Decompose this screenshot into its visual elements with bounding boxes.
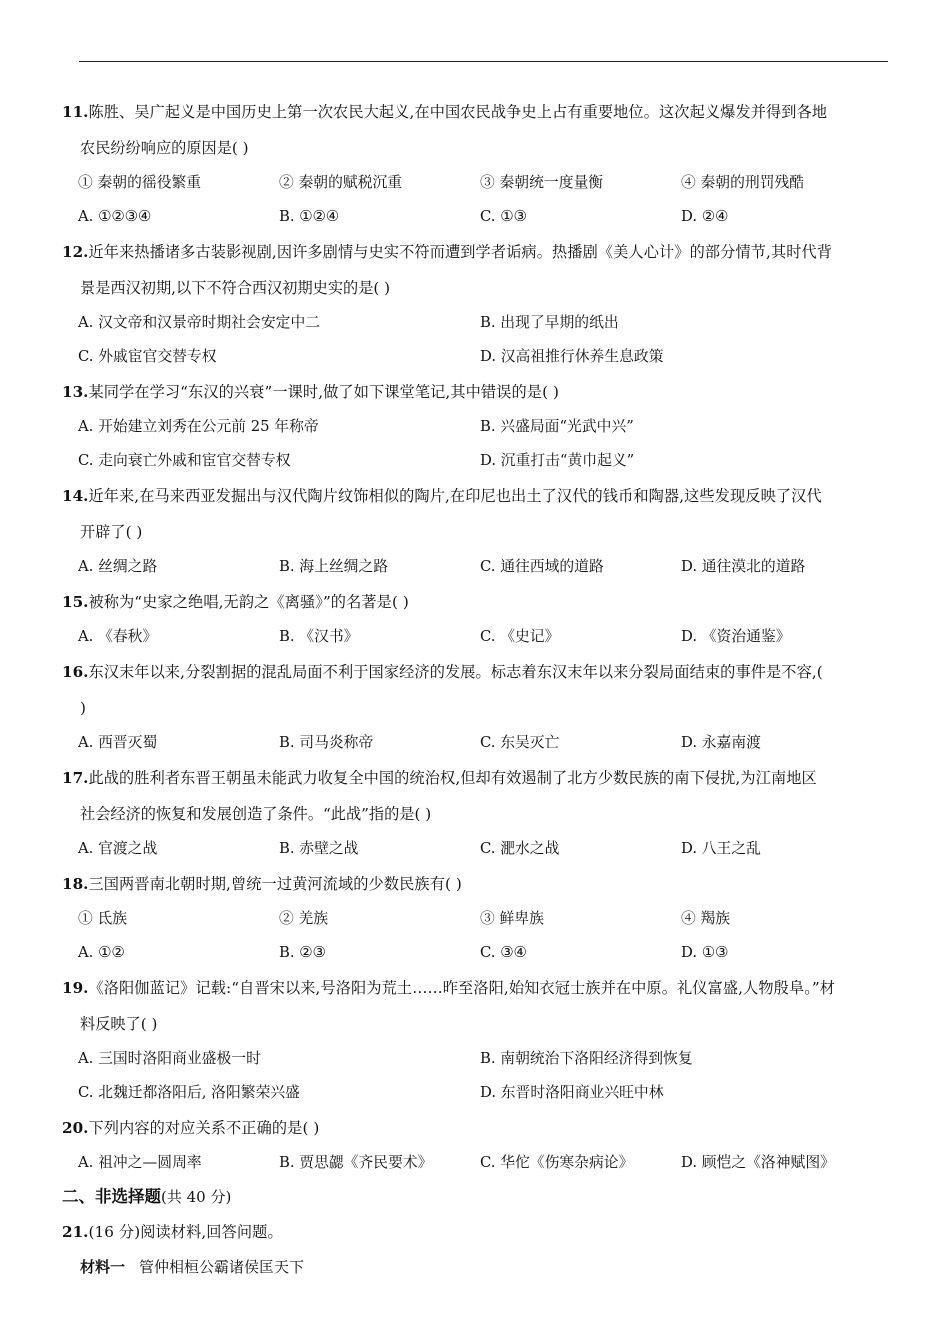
question-stem: 16.东汉末年以来,分裂割据的混乱局面不利于国家经济的发展。标志着东汉末年以来分裂局面结束的事件是不容,( ) — [62, 663, 823, 717]
option-row — [62, 620, 888, 654]
question-stem: 12.近年来热播诸多古装影视剧,因许多剧情与史实不符而遭到学者诟病。热播剧《美人心计》的部分情节,其时代背 景是西汉初期,以下不符合西汉初期史实的是( ) — [62, 243, 833, 297]
option[interactable]: ② 羌族 — [279, 910, 329, 927]
option[interactable]: C. ③④ — [480, 944, 527, 961]
option[interactable]: ① 氐族 — [78, 910, 128, 927]
option[interactable]: B. 《汉书》 — [279, 628, 359, 645]
question-number: 11. — [62, 103, 89, 121]
option-row — [62, 306, 888, 340]
option[interactable]: C. 华佗《伤寒杂病论》 — [480, 1154, 634, 1171]
option[interactable]: ① 秦朝的徭役繁重 — [78, 174, 202, 191]
question-block — [62, 584, 888, 654]
option[interactable]: D. 沉重打击“黄巾起义” — [480, 452, 635, 469]
question-stem: 20.下列内容的对应关系不正确的是( ) — [62, 1119, 320, 1137]
question-stem: 15.被称为“史家之绝唱,无韵之《离骚》”的名著是( ) — [62, 593, 409, 611]
option[interactable]: D. 八王之乱 — [681, 840, 761, 857]
question-number: 15. — [62, 593, 89, 611]
question-block — [62, 234, 888, 374]
option[interactable]: A. 《春秋》 — [78, 628, 158, 645]
option[interactable]: C. 淝水之战 — [480, 840, 560, 857]
section-heading: 二、非选择题(共 40 分) — [62, 1187, 232, 1206]
option[interactable]: ② 秦朝的赋税沉重 — [279, 174, 403, 191]
question-stem: 19.《洛阳伽蓝记》记载:“自晋宋以来,号洛阳为荒土……昨至洛阳,始知衣冠士族并在中原。礼仪富盛,人物殷阜。”材 料反映了( ) — [62, 979, 836, 1033]
option[interactable]: C. ①③ — [480, 208, 527, 225]
option[interactable]: B. 司马炎称帝 — [279, 734, 374, 751]
option[interactable]: B. 贾思勰《齐民要术》 — [279, 1154, 433, 1171]
question-block — [62, 94, 888, 234]
option[interactable]: ③ 秦朝统一度量衡 — [480, 174, 604, 191]
option[interactable]: D. 《资治通鉴》 — [681, 628, 791, 645]
option[interactable]: C. 通往西域的道路 — [480, 558, 604, 575]
option[interactable]: A. 三国时洛阳商业盛极一时 — [78, 1050, 261, 1067]
option[interactable]: C. 走向衰亡外戚和宦官交替专权 — [78, 452, 291, 469]
option[interactable]: C. 东吴灭亡 — [480, 734, 560, 751]
header-rule — [79, 61, 888, 62]
option[interactable]: ③ 鲜卑族 — [480, 910, 544, 927]
option[interactable]: ④ 羯族 — [681, 910, 731, 927]
option[interactable]: D. ①③ — [681, 944, 729, 961]
option[interactable]: ④ 秦朝的刑罚残酷 — [681, 174, 805, 191]
option[interactable]: D. 东晋时洛阳商业兴旺中林 — [480, 1084, 664, 1101]
option[interactable]: B. 出现了早期的纸出 — [480, 314, 619, 331]
question-stem: 21.(16 分)阅读材料,回答问题。 — [62, 1223, 283, 1241]
material-label: 材料一 — [80, 1258, 126, 1276]
option-row — [62, 1042, 888, 1076]
material-line — [62, 1250, 888, 1284]
option[interactable]: D. ②④ — [681, 208, 729, 225]
option[interactable]: D. 顾恺之《洛神赋图》 — [681, 1154, 835, 1171]
option-row — [62, 444, 888, 478]
material-text: 管仲相桓公霸诸侯匡天下 — [139, 1258, 305, 1276]
question-block — [62, 1110, 888, 1180]
question-number: 13. — [62, 383, 89, 401]
option[interactable]: C. 北魏迁都洛阳后, 洛阳繁荣兴盛 — [78, 1084, 300, 1101]
question-number: 14. — [62, 487, 89, 505]
question-number: 17. — [62, 769, 89, 787]
option[interactable]: A. 祖冲之—圆周率 — [78, 1154, 202, 1171]
question-block — [62, 970, 888, 1110]
option-row — [62, 936, 888, 970]
option-row — [62, 200, 888, 234]
question-number: 18. — [62, 875, 89, 893]
option-row — [62, 340, 888, 374]
option-row — [62, 550, 888, 584]
question-block — [62, 654, 888, 760]
option[interactable]: D. 永嘉南渡 — [681, 734, 761, 751]
question-number: 12. — [62, 243, 89, 261]
option-row — [62, 832, 888, 866]
option[interactable]: B. 赤壁之战 — [279, 840, 359, 857]
question-stem: 11.陈胜、吴广起义是中国历史上第一次农民大起义,在中国农民战争史上占有重要地位。这次起义爆发并得到各地 农民纷纷响应的原因是( ) — [62, 103, 828, 157]
option[interactable]: B. ①②④ — [279, 208, 340, 225]
option-row — [62, 410, 888, 444]
option[interactable]: A. ①② — [78, 944, 125, 961]
option[interactable]: A. 官渡之战 — [78, 840, 158, 857]
question-number: 16. — [62, 663, 89, 681]
question-block — [62, 478, 888, 584]
question-block — [62, 760, 888, 866]
question-number: 19. — [62, 979, 89, 997]
option[interactable]: A. ①②③④ — [78, 208, 152, 225]
option-row — [62, 902, 888, 936]
option[interactable]: A. 汉文帝和汉景帝时期社会安定中二 — [78, 314, 321, 331]
option[interactable]: B. 海上丝绸之路 — [279, 558, 389, 575]
option[interactable]: C. 外戚宦官交替专权 — [78, 348, 217, 365]
question-stem: 17.此战的胜利者东晋王朝虽未能武力收复全中国的统治权,但却有效遏制了北方少数民族的南下侵扰,为江南地区 社会经济的恢复和发展创造了条件。“此战”指的是( ) — [62, 769, 817, 823]
question-number: 21. — [62, 1223, 89, 1241]
question-block — [62, 866, 888, 970]
question-stem: 18.三国两晋南北朝时期,曾统一过黄河流域的少数民族有( ) — [62, 875, 462, 893]
option[interactable]: A. 开始建立刘秀在公元前 25 年称帝 — [78, 418, 319, 435]
option-row — [62, 166, 888, 200]
question-number: 20. — [62, 1119, 89, 1137]
option[interactable]: D. 汉高祖推行休养生息政策 — [480, 348, 664, 365]
option[interactable]: C. 《史记》 — [480, 628, 560, 645]
question-stem: 14.近年来,在马来西亚发掘出与汉代陶片纹饰相似的陶片,在印尼也出土了汉代的钱币和陶器,这些发现反映了汉代 开辟了( ) — [62, 487, 822, 541]
option[interactable]: A. 丝绸之路 — [78, 558, 158, 575]
option[interactable]: B. ②③ — [279, 944, 326, 961]
option[interactable]: D. 通往漠北的道路 — [681, 558, 806, 575]
option-row — [62, 1076, 888, 1110]
option[interactable]: B. 南朝统治下洛阳经济得到恢复 — [480, 1050, 693, 1067]
question-stem: 13.某同学在学习“东汉的兴衰”一课时,做了如下课堂笔记,其中错误的是( ) — [62, 383, 560, 401]
question-block — [62, 374, 888, 478]
exam-page — [62, 94, 888, 1284]
option-row — [62, 726, 888, 760]
option-row — [62, 1146, 888, 1180]
option[interactable]: A. 西晋灭蜀 — [78, 734, 158, 751]
option[interactable]: B. 兴盛局面“光武中兴” — [480, 418, 634, 435]
